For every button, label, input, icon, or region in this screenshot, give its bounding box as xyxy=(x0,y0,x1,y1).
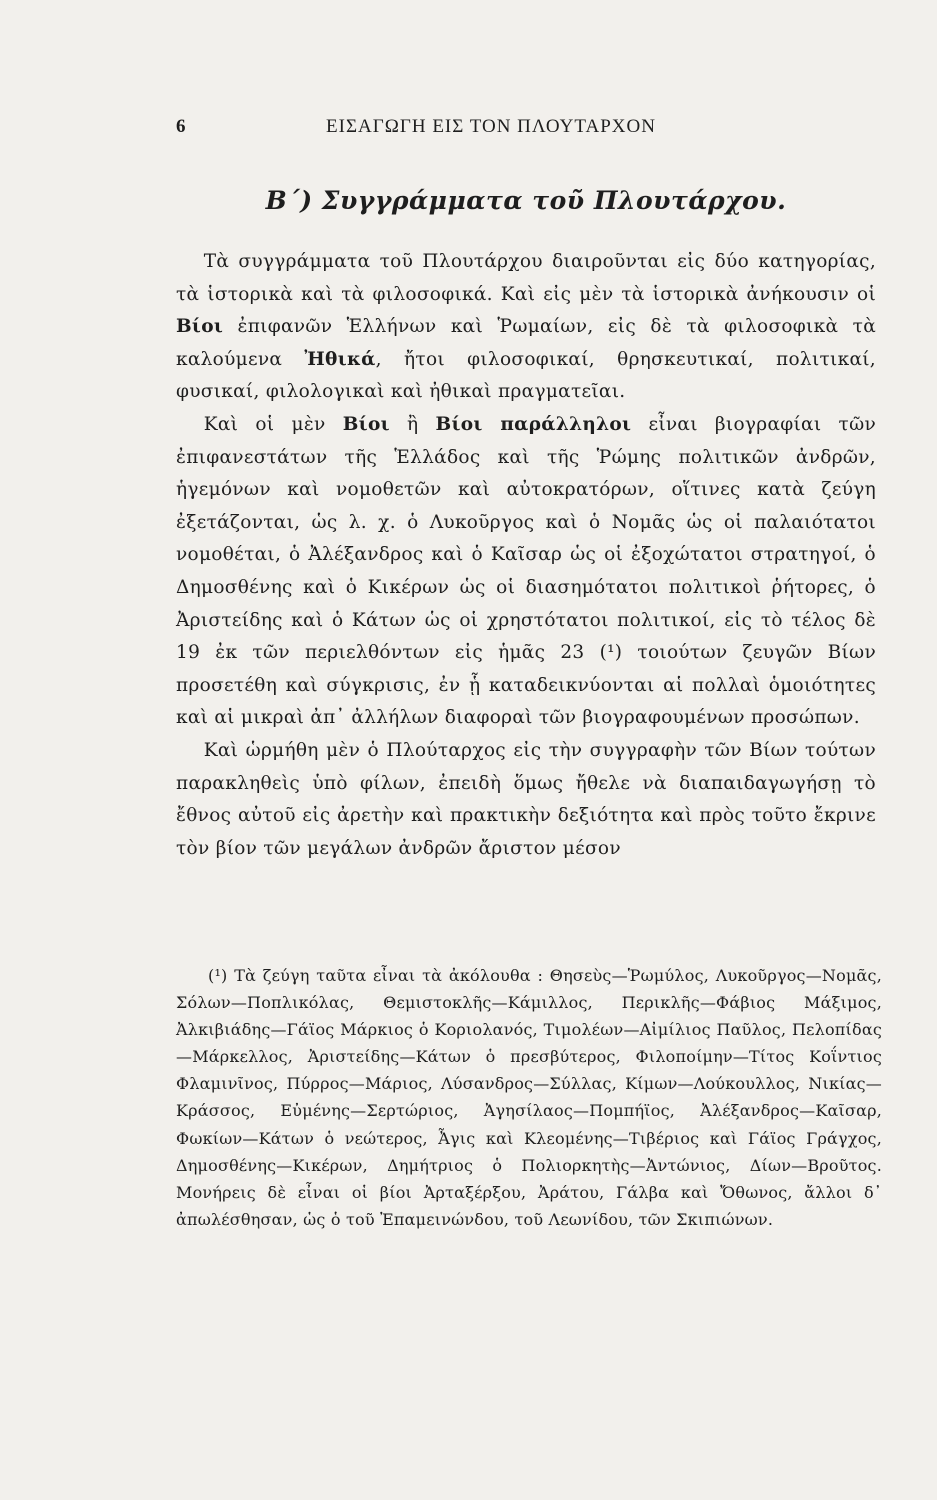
paragraph-2-text-d: εἶναι βιογραφίαι τῶν ἐπιφανεστάτων τῆς Ἑλλάδος καὶ τῆς Ῥώμης πολιτικῶν ἀνδρῶν, ἡγεμόνων καὶ νομοθετῶν καὶ αὐτοκρατόρων, οἵτινες κατὰ ζεύγη ἐξετάζονται, ὡς λ. χ. ὁ Λυκοῦργος καὶ ὁ Νομᾶς ὡς οἱ παλαιότατοι νομοθέται, ὁ Ἀλέξανδρος καὶ ὁ Καῖσαρ ὡς οἱ ἐξοχώτατοι στρατηγοί, ὁ Δημοσθένης καὶ ὁ Κικέρων ὡς οἱ διασημότατοι πολιτικοὶ ῥήτορες, ὁ Ἀριστείδης καὶ ὁ Κάτων ὡς οἱ χρηστότατοι πολιτικοί, εἰς τὸ τέλος δὲ 19 ἐκ τῶν περιελθόντων εἰς ἡμᾶς 23 (¹) τοιούτων ζευγῶν Βίων προσετέθη καὶ σύγκρισις, ἐν ᾗ καταδεικνύονται αἱ πολλαὶ ὁμοιότητες καὶ αἱ μικραὶ ἀπ᾿ ἀλλήλων διαφοραὶ τῶν βιογραφουμένων προσώπων. xyxy=(176,413,876,729)
paragraph-2-text-a: Καὶ οἱ μὲν xyxy=(203,413,343,435)
paragraph-1 xyxy=(176,246,876,409)
section-heading: Β΄) Συγγράμματα τοῦ Πλουτάρχου. xyxy=(265,186,787,215)
paragraph-2-text-c: ἢ xyxy=(389,413,436,435)
paragraph-1-text-c: ἐπιφανῶν Ἑλλήνων καὶ Ῥωμαίων, εἰς δὲ τὰ φιλοσοφικὰ τὰ καλούμενα xyxy=(176,316,876,370)
paragraph-1-bold-ethika: Ἠθικά xyxy=(304,348,376,370)
running-title: ΕΙΣΑΓΩΓΗ ΕΙΣ ΤΟΝ ΠΛΟΥΤΑΡΧΟΝ xyxy=(326,116,656,137)
paragraph-1-text-a: Τὰ συγγράμματα τοῦ Πλουτάρχου διαιροῦνται εἰς δύο κατηγορίας, τὰ ἱστορικὰ καὶ τὰ φιλοσοφικά. Καὶ εἰς μὲν τὰ ἱστορικὰ ἀνήκουσιν οἱ xyxy=(176,251,876,305)
page-number: 6 xyxy=(176,116,187,137)
paragraph-2-bold-bioi-paralleloi: Βίοι παράλληλοι xyxy=(435,413,632,435)
paragraph-2 xyxy=(176,409,876,735)
paragraph-2-bold-bioi: Βίοι xyxy=(342,413,390,435)
footnote xyxy=(176,962,882,1233)
paragraph-1-bold-bioi: Βίοι xyxy=(176,316,224,338)
paragraph-3: Καὶ ὡρμήθη μὲν ὁ Πλούταρχος εἰς τὴν συγγραφὴν τῶν Βίων τούτων παρακληθεὶς ὑπὸ φίλων, ἐπειδὴ ὅμως ἤθελε νὰ διαπαιδαγωγήσῃ τὸ ἔθνος αὐτοῦ εἰς ἀρετὴν καὶ πρακτικὴν δεξιότητα καὶ πρὸς τοῦτο ἔκρινε τὸν βίον τῶν μεγάλων ἀνδρῶν ἄριστον μέσον xyxy=(176,739,876,859)
paragraph-1-text-d: , ἤτοι φιλοσοφικαί, θρησκευτικαί, πολιτικαί, φυσικαί, φιλολογικαὶ καὶ ἠθικαὶ πραγματεῖαι. xyxy=(176,348,876,403)
body-text xyxy=(176,246,876,865)
footnote-text: (¹) Τὰ ζεύγη ταῦτα εἶναι τὰ ἀκόλουθα : Θησεὺς—Ῥωμύλος, Λυκοῦργος—Νομᾶς, Σόλων—Ποπλικόλας, Θεμιστοκλῆς—Κάμιλλος, Περικλῆς—Φάβιος Μάξιμος, Ἀλκιβιάδης—Γάϊος Μάρκιος ὁ Κοριολανός, Τιμολέων—Αἰμίλιος Παῦλος, Πελοπίδας—Μάρκελλος, Ἀριστείδης—Κάτων ὁ πρεσβύτερος, Φιλοποίμην—Τίτος Κοΐντιος Φλαμινῖνος, Πύρρος—Μάριος, Λύσανδρος—Σύλλας, Κίμων—Λούκουλλος, Νικίας—Κράσσος, Εὐμένης—Σερτώριος, Ἀγησίλαος—Πομπήϊος, Ἀλέξανδρος—Καῖσαρ, Φωκίων—Κάτων ὁ νεώτερος, Ἆγις καὶ Κλεομένης—Τιβέριος καὶ Γάϊος Γράγχος, Δημοσθένης—Κικέρων, Δημήτριος ὁ Πολιορκητὴς—Ἀντώνιος, Δίων—Βροῦτος. Μονήρεις δὲ εἶναι οἱ βίοι Ἀρταξέρξου, Ἀράτου, Γάλβα καὶ Ὄθωνος, ἄλλοι δ᾿ ἀπωλέσθησαν, ὡς ὁ τοῦ Ἐπαμεινώνδου, τοῦ Λεωνίδου, τῶν Σκιπιώνων. xyxy=(176,966,882,1229)
running-head xyxy=(176,116,736,146)
